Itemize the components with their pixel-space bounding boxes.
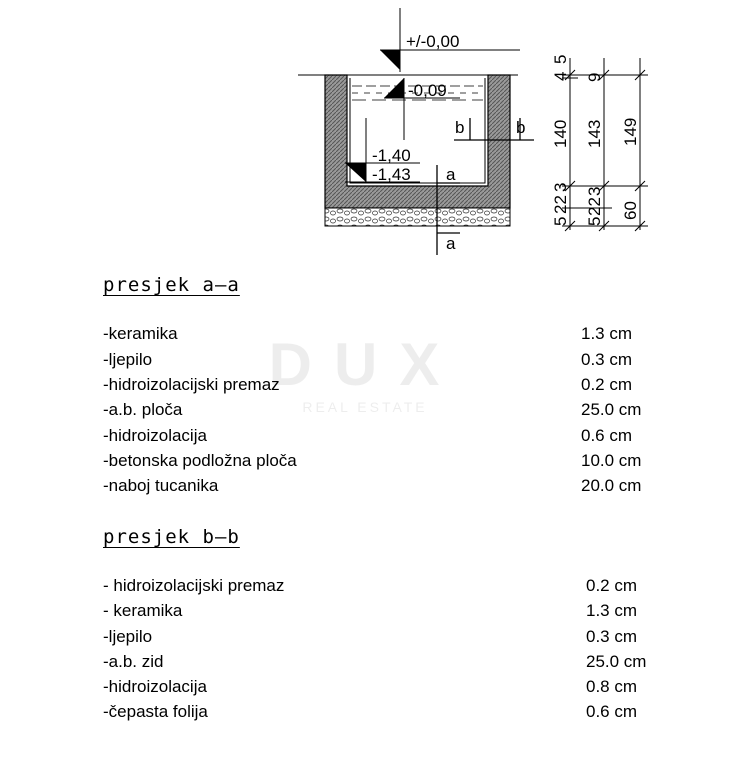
level-marker-floor xyxy=(345,118,420,184)
layer-value: 10.0 cm xyxy=(581,451,642,470)
layer-name: -hidroizolacija xyxy=(103,677,207,696)
dim-col2-e: 5 xyxy=(585,216,604,226)
dim-col1-a: 5 xyxy=(551,54,570,64)
layer-name: -ljepilo xyxy=(103,627,153,646)
layer-value: 0.6 cm xyxy=(586,702,638,721)
gravel-layer xyxy=(325,208,510,226)
layer-name: -hidroizolacijski premaz xyxy=(103,375,280,394)
watermark-logo: DUX xyxy=(268,331,462,398)
level-inner-floor-label: -1,40 xyxy=(372,146,411,165)
layer-name: -hidroizolacija xyxy=(103,426,207,445)
level-marker-water xyxy=(384,78,460,140)
dim-col2-a: 9 xyxy=(585,72,604,82)
layer-value: 0.2 cm xyxy=(586,576,638,595)
layer-name: -a.b. ploča xyxy=(103,400,183,419)
layer-value: 1.3 cm xyxy=(586,601,638,620)
layer-name: -a.b. zid xyxy=(103,652,164,671)
layer-name: -naboj tucanika xyxy=(103,476,219,495)
level-marker-top xyxy=(380,8,520,72)
dim-col2-d: 22 xyxy=(585,197,604,216)
section-b-title: presjek b—b xyxy=(103,526,240,548)
dim-col1-c: 140 xyxy=(551,119,570,148)
watermark xyxy=(250,330,480,415)
dim-col2-b: 143 xyxy=(585,119,604,148)
dim-col3-b: 60 xyxy=(621,201,640,220)
layer-name: -ljepilo xyxy=(103,350,153,369)
section-mark-a-lower: a xyxy=(446,234,456,253)
dim-col1-f: 5 xyxy=(551,216,570,226)
section-mark-a-upper: a xyxy=(446,165,456,184)
layer-name: -keramika xyxy=(103,324,178,343)
layer-name: - hidroizolacijski premaz xyxy=(103,576,285,595)
watermark-subtitle: REAL ESTATE xyxy=(302,399,428,415)
pool-section-drawing xyxy=(0,0,738,260)
layer-value: 0.6 cm xyxy=(581,426,633,445)
section-mark-b-left: b xyxy=(455,118,465,137)
layer-value: 25.0 cm xyxy=(581,400,642,419)
section-a-title: presjek a—a xyxy=(103,274,240,296)
layer-value: 0.2 cm xyxy=(581,375,633,394)
layer-value: 0.8 cm xyxy=(586,677,638,696)
layer-value: 25.0 cm xyxy=(586,652,647,671)
section-mark-b-right: b xyxy=(516,118,526,137)
layer-value: 1.3 cm xyxy=(581,324,633,343)
dim-col1-d: 3 xyxy=(551,182,570,192)
layer-value: 0.3 cm xyxy=(581,350,633,369)
level-top-label: +/-0,00 xyxy=(406,32,460,51)
level-outer-floor-label: -1,43 xyxy=(372,165,411,184)
dim-col1-b: 4 xyxy=(551,71,570,81)
dim-col1-e: 22 xyxy=(551,195,570,214)
dim-col3-a: 149 xyxy=(621,117,640,146)
layer-value: 20.0 cm xyxy=(581,476,642,495)
level-water-label: -0,09 xyxy=(408,81,447,100)
layer-name: -betonska podložna ploča xyxy=(103,451,297,470)
layer-name: -čepasta folija xyxy=(103,702,208,721)
layer-value: 0.3 cm xyxy=(586,627,638,646)
dim-col2-c: 3 xyxy=(585,186,604,196)
layer-name: - keramika xyxy=(103,601,183,620)
